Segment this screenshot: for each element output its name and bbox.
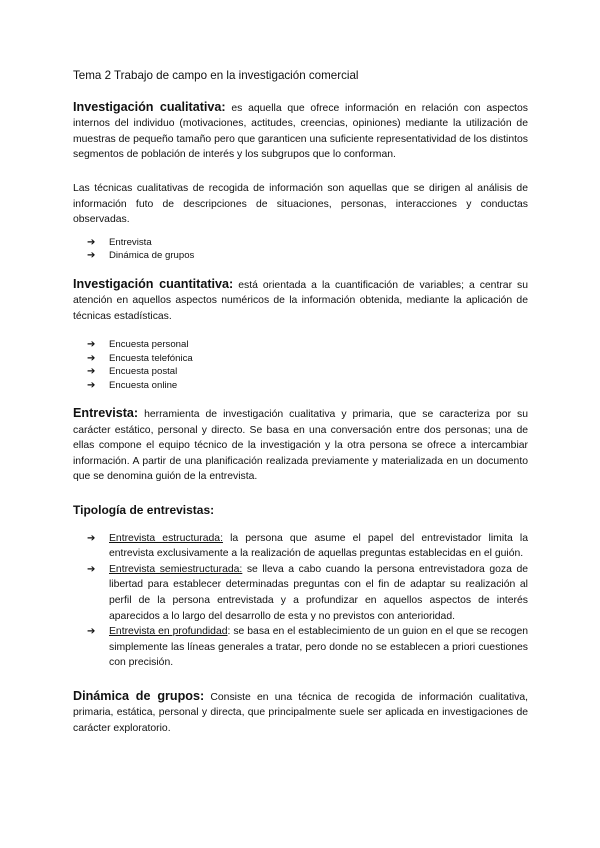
cuantitativa-text: está orientada a la cuantificación de variables; a centrar su atención en aquellos aspectos numéricos de la información obtenida, mediante la aplicación de técnicas estadísticas.	[73, 279, 528, 322]
cualitativa-term: Investigación cualitativa:	[73, 99, 226, 114]
entrevista-term: Entrevista:	[73, 405, 139, 420]
list-item: ➔ Encuesta online	[87, 379, 178, 391]
dinamica-text: Consiste en una técnica de recogida de información cualitativa, primaria, estática, personal y directa, que principalmente suele ser aplicada en investigaciones de carácter exploratorio.	[73, 691, 528, 735]
cualitativa-text: es aquella que ofrece información en relación con aspectos internos del individuo (motivaciones, actitudes, creencias, opiniones) mediante la utilización de muestras de pequeño tamaño pero que garanticen una suficiente representatividad de los distintos segmentos de población de interés y los subgrupos que lo conforman.	[73, 102, 528, 161]
list-item: ➔ Entrevista semiestructurada: se lleva a cabo cuando la persona entrevistadora goza de libertad para establecer determinadas preguntas con el fin de adaptar su realización al perfil de la persona entrevistada y a profundizar en aquellos aspectos de interés aparecidos a lo largo del desarrollo de esta y no previstos con anterioridad.	[87, 563, 529, 622]
entrevista-text: herramienta de investigación cualitativa y primaria, que se caracteriza por su carácter estático, personal y directo. Se basa en una conversación entre dos personas; una de ellas compone el equipo técnico de la investigación y la otra persona se ofrece a intercambiar información. A partir de una planificación realizada previamente y materializada en un documento que se denomina guión de la entrevista.	[73, 408, 528, 483]
document-page	[73, 68, 528, 737]
dinamica-term: Dinámica de grupos:	[73, 688, 205, 703]
list-item: ➔ Dinámica de grupos	[87, 250, 195, 262]
cualitativa-list	[73, 236, 528, 263]
list-item: ➔ Encuesta telefónica	[87, 352, 193, 364]
arrow-icon: ➔	[87, 626, 96, 638]
list-item: ➔ Entrevista	[87, 236, 152, 248]
tecnicas-paragraph: Las técnicas cualitativas de recogida de información son aquellas que se dirigen al análisis de información futo de descripciones de situaciones, personas, interacciones y conductas observadas.	[73, 182, 528, 226]
cuantitativa-term: Investigación cuantitativa:	[73, 276, 234, 291]
tipologia-list	[73, 531, 528, 671]
arrow-icon: ➔	[87, 563, 96, 575]
document-title: Tema 2 Trabajo de campo en la investigación comercial	[73, 69, 359, 82]
arrow-icon: ➔	[87, 532, 96, 544]
list-item: ➔ Encuesta personal	[87, 339, 189, 351]
entrevista-paragraph	[73, 406, 528, 485]
cuantitativa-list	[73, 338, 528, 392]
arrow-icon: ➔	[87, 366, 96, 378]
arrow-icon: ➔	[87, 236, 96, 248]
cuantitativa-paragraph	[73, 277, 528, 325]
tipologia-heading: Tipología de entrevistas:	[73, 502, 215, 517]
dinamica-paragraph	[73, 689, 528, 737]
arrow-icon: ➔	[87, 250, 96, 262]
cualitativa-paragraph	[73, 100, 528, 163]
list-item: ➔ Entrevista estructurada: la persona que asume el papel del entrevistador limita la entrevista exclusivamente a la realización de aquellas preguntas establecidas en el guión.	[87, 532, 529, 560]
arrow-icon: ➔	[87, 352, 96, 364]
list-item: ➔ Entrevista en profundidad: se basa en el establecimiento de un guion en el que se recogen simplemente las líneas generales a tratar, pero donde no se establecen a priori cuestiones con precisión.	[87, 626, 529, 669]
arrow-icon: ➔	[87, 339, 96, 351]
arrow-icon: ➔	[87, 379, 96, 391]
list-item: ➔ Encuesta postal	[87, 366, 178, 378]
